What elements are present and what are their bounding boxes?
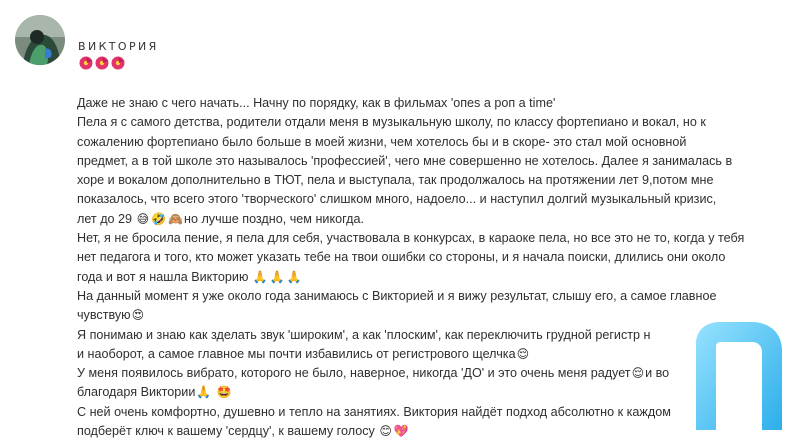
relieved-emoji-icon: 😌 xyxy=(516,346,530,361)
text-line: сожалению фортепиано было больше в моей жизни, чем хотелось бы и в скоре- это стал мой основной xyxy=(77,134,687,149)
rofl-emoji-icon: 🤣 xyxy=(151,211,167,226)
text-segment: и наоборот, а самое главное мы почти избавились от регистрового щелчка xyxy=(77,346,516,361)
relieved-emoji-icon: 😌 xyxy=(631,366,645,381)
text-line: С ней очень комфортно, душевно и тепло на занятиях. Виктория найдёт подход абсолютно к каждом xyxy=(77,404,671,419)
text-line: Нет, я не бросила пение, я пела для себя, участвовала в конкурсах, в караоке пела, но все это не то, когда у тебя xyxy=(77,231,745,246)
heart-eyes-emoji-icon: 😍 xyxy=(131,308,145,323)
text-segment: подберёт ключ к вашему 'сердцу', к вашему голосу xyxy=(77,424,375,439)
text-line xyxy=(77,268,790,287)
text-line: На данный момент я уже около года занимаюсь с Викторией и я вижу результат, слышу его, а самое главное xyxy=(77,288,717,303)
text-segment: благодаря Виктории xyxy=(77,385,196,400)
author-name[interactable]: ВИКТОРИЯ xyxy=(78,40,159,53)
text-line xyxy=(77,422,790,441)
flower-emoji-row xyxy=(78,55,128,74)
hibiscus-icon xyxy=(80,57,93,70)
sparkling-heart-emoji-icon: 💖 xyxy=(393,424,409,439)
text-line: Пела я с самого детства, родители отдали меня в музыкальную школу, по классу фортепиано и вокал, но к xyxy=(77,115,706,130)
text-line xyxy=(77,306,790,325)
avatar-image xyxy=(15,15,65,65)
text-line xyxy=(77,345,790,364)
text-line: Даже не знаю с чего начать... Начну по порядку, как в фильмах 'опеs а pоп а time' xyxy=(77,96,556,110)
pray-emoji-icon: 🙏 xyxy=(252,269,268,284)
smile-emoji-icon: 😊 xyxy=(379,424,392,439)
laugh-sweat-emoji-icon: 😅 xyxy=(136,211,150,226)
text-line xyxy=(77,383,790,402)
hibiscus-icons xyxy=(78,55,128,71)
text-line: хоре и вокалом дополнительно в ТЮТ, пела и выступала, так продолжалось на протяжении лет 9,потом мне xyxy=(77,173,714,188)
hibiscus-icon xyxy=(96,57,109,70)
text-line xyxy=(77,364,790,383)
text-line: предмет, а в той школе это называлось 'профессией', чего мне совершенно не хотелось. Далее я занималась в xyxy=(77,153,733,168)
text-segment: года и вот я нашла Викторию xyxy=(77,269,249,284)
text-line: нет педагога и того, кто может указать тебе на твои ошибки со стороны, и я начала поиски, длились они около xyxy=(77,250,726,265)
pray-emoji-icon: 🙏 xyxy=(196,385,212,400)
see-no-evil-emoji-icon: 🙈 xyxy=(168,211,183,226)
star-struck-emoji-icon: 🤩 xyxy=(216,385,232,400)
pray-emoji-icon: 🙏 xyxy=(269,269,285,284)
text-line: показалось, что всего этого 'творческого' слишком много, надоело... и наступил долгий музыкальный кризис, xyxy=(77,192,717,207)
pray-emoji-icon: 🙏 xyxy=(286,269,302,284)
text-segment: и во xyxy=(645,366,670,381)
text-segment: чувствую xyxy=(77,308,131,323)
text-segment: У меня появилось вибрато, которого не было, наверное, никогда 'ДО' и это очень меня радует xyxy=(77,366,631,381)
watermark-logo-icon xyxy=(690,318,790,430)
text-segment: лет до 29 xyxy=(77,211,133,226)
avatar[interactable] xyxy=(15,15,65,65)
text-segment: но лучше поздно, чем никогда. xyxy=(183,211,364,226)
text-line xyxy=(77,210,790,229)
text-line: Я понимаю и знаю как зделать звук 'широким', а как 'плоским', как переключить грудной регистр н xyxy=(77,327,651,342)
review-text xyxy=(77,94,790,441)
hibiscus-icon xyxy=(112,57,125,70)
